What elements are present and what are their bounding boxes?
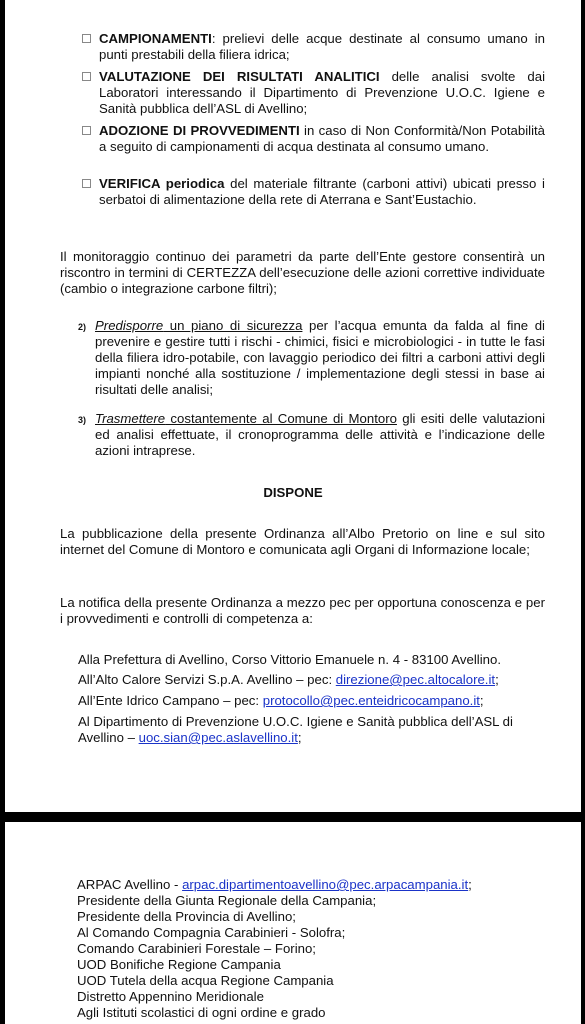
- recipient-after: ;: [495, 672, 499, 687]
- recipient-text: All’Ente Idrico Campano – pec:: [78, 693, 263, 708]
- bullet-text: : prelievi delle acque destinate al consumo umano in punti prestabili della filiera idrica;: [99, 31, 545, 62]
- recipient-line: Comando Carabinieri Forestale – Forino;: [77, 941, 316, 956]
- recipient-line: Distretto Appennino Meridionale: [77, 989, 264, 1004]
- document-page-2: [5, 822, 581, 1024]
- recipient-text: Al Dipartimento di Prevenzione U.O.C. Igiene e Sanità pubblica dell’ASL di Avellino –: [78, 714, 513, 745]
- bullet-item-campionamenti: [99, 31, 545, 63]
- monitoring-paragraph: Il monitoraggio continuo dei parametri da parte dell’Ente gestore consentirà un riscontro in termini di CERTEZZA dell’esecuzione delle azioni correttive individuate (cambio o integrazione carbone filtri);: [60, 249, 545, 296]
- recipient-text: ARPAC Avellino -: [77, 877, 183, 892]
- recipient-prefettura: [78, 652, 548, 668]
- recipient-after: ;: [479, 693, 484, 708]
- recipient-asl: [78, 714, 548, 746]
- item-lead-verb: Trasmettere: [95, 411, 166, 426]
- pec-link-altocalore[interactable]: direzione@pec.altocalore.it: [335, 672, 496, 687]
- recipient-alto-calore: [78, 672, 548, 688]
- recipient-after: ;: [468, 877, 472, 892]
- item-number: 2): [78, 322, 87, 332]
- pec-link-asl[interactable]: uoc.sian@pec.aslavellino.it: [138, 730, 298, 745]
- bullet-term: VALUTAZIONE DEI RISULTATI ANALITICI: [99, 69, 380, 84]
- notification-paragraph: La notifica della presente Ordinanza a mezzo pec per opportuna conoscenza e per i provvedimenti e controlli di competenza a:: [60, 595, 545, 626]
- item-number: 3): [78, 415, 87, 425]
- bullet-term: VERIFICA periodica: [99, 176, 225, 191]
- bullet-item-adozione: [99, 123, 545, 155]
- recipient-line: Agli Istituti scolastici di ogni ordine e grado: [77, 1005, 326, 1020]
- recipient-line: Presidente della Giunta Regionale della Campania;: [77, 893, 377, 908]
- numbered-item-3: [78, 411, 546, 459]
- checkbox-bullet-icon: [82, 34, 91, 43]
- recipient-ente-idrico: [78, 693, 548, 709]
- recipient-line: UOD Tutela della acqua Regione Campania: [77, 973, 334, 988]
- recipient-text: All’Alto Calore Servizi S.p.A. Avellino – pec:: [78, 672, 336, 687]
- bullet-text: del materiale filtrante (carboni attivi) ubicati presso i serbatoi di alimentazione della rete di Aterrana e Sant’Eustachio.: [99, 176, 545, 207]
- checkbox-bullet-icon: [82, 72, 91, 81]
- bullet-item-verifica: [99, 176, 545, 208]
- item-lead-rest: costantemente al Comune di Montoro: [165, 411, 397, 426]
- bullet-term: CAMPIONAMENTI: [99, 31, 212, 46]
- dispone-heading: DISPONE: [263, 485, 323, 500]
- bullet-text: in caso di Non Conformità/Non Potabilità a seguito di campionamenti di acqua destinata al consumo umano.: [99, 123, 545, 154]
- numbered-item-2: [78, 318, 545, 398]
- checkbox-bullet-icon: [82, 179, 91, 188]
- item-lead-verb: Predisporre: [95, 318, 164, 333]
- bullet-text: delle analisi svolte dai Laboratori interessando il Dipartimento di Prevenzione U.O.C. Igiene e Sanità pubblica dell’ASL di Avellino;: [99, 69, 545, 116]
- recipient-line: Al Comando Compagnia Carabinieri - Solofra;: [77, 925, 346, 940]
- bullet-item-valutazione: [99, 69, 545, 117]
- publication-paragraph: La pubblicazione della presente Ordinanza all’Albo Pretorio on line e sul sito internet del Comune di Montoro e comunicata agli Organi di Informazione locale;: [60, 526, 545, 557]
- recipient-line: UOD Bonifiche Regione Campania: [77, 957, 281, 972]
- document-page-1: [5, 0, 581, 812]
- item-lead-rest: un piano di sicurezza: [163, 318, 303, 333]
- bullet-term: ADOZIONE DI PROVVEDIMENTI: [99, 123, 300, 138]
- recipient-after: ;: [297, 730, 302, 745]
- checkbox-bullet-icon: [82, 126, 91, 135]
- recipient-text: Alla Prefettura di Avellino, Corso Vittorio Emanuele n. 4 - 83100 Avellino.: [78, 652, 501, 667]
- item-text: per l’acqua emunta da falda al fine di prevenire e gestire tutti i rischi - chimici, fisici e microbiologici - in tutte le fasi della filiera idro-potabile, con lavaggio periodico dei filtri a carboni attivi degli impianti nonché alla sostituzione / implementazione degli stessi in base ai risultati delle analisi;: [95, 318, 545, 397]
- item-text: gli esiti delle valutazioni ed analisi effettuate, il cronoprogramma delle attività e l’indicazione delle azioni intraprese.: [95, 411, 546, 458]
- recipient-line: Presidente della Provincia di Avellino;: [77, 909, 296, 924]
- pec-link-enteidrico[interactable]: protocollo@pec.enteidricocampano.it: [262, 693, 480, 708]
- pec-link-arpac[interactable]: arpac.dipartimentoavellino@pec.arpacampania.it: [182, 877, 469, 892]
- recipient-arpac: [77, 877, 472, 893]
